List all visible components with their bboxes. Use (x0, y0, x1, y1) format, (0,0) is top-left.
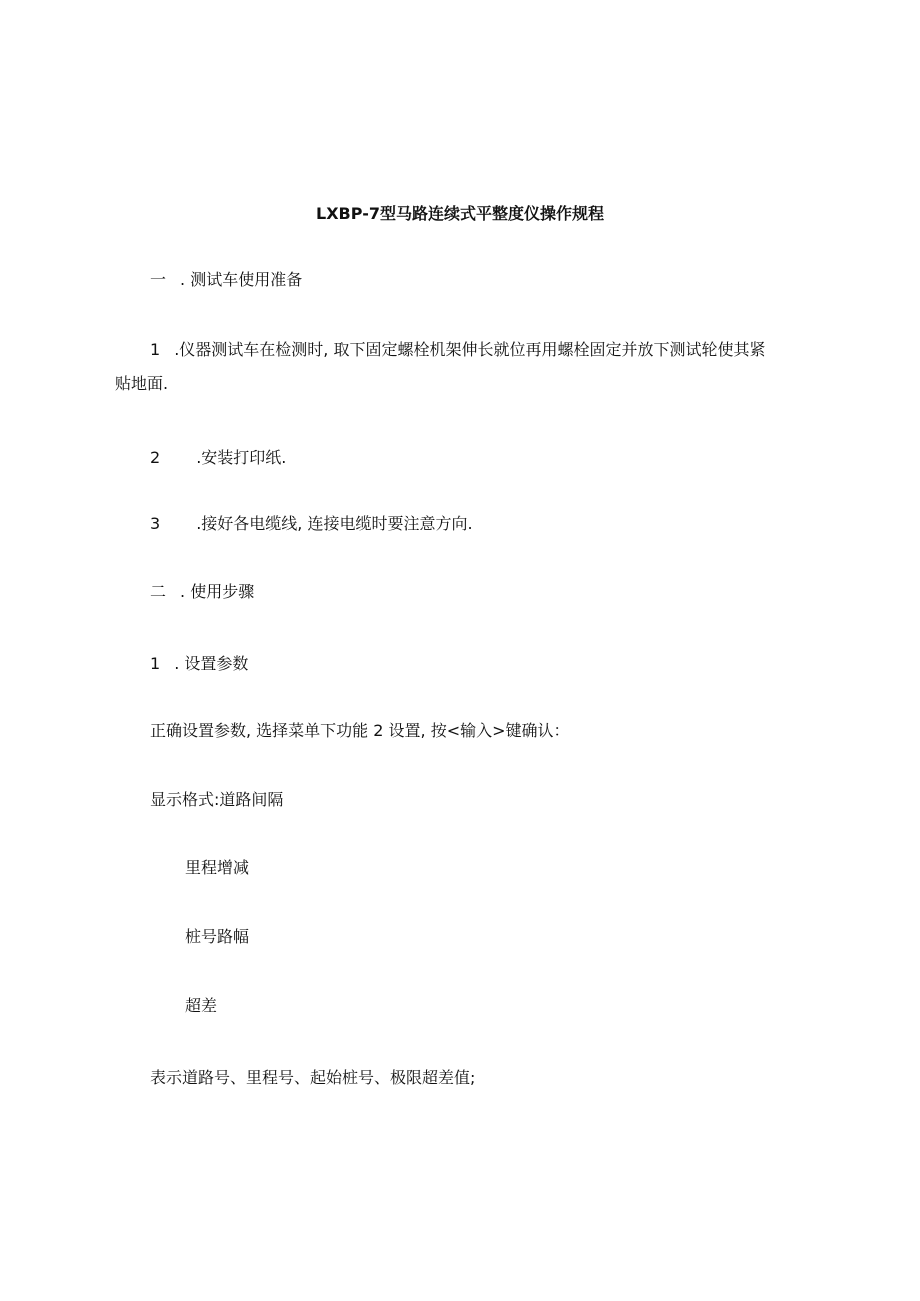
section-number: 二 (150, 582, 167, 601)
item-text: . 设置参数 (174, 654, 249, 673)
item-number: 1 (150, 654, 161, 673)
section-title: . 测试车使用准备 (180, 270, 303, 289)
item-number: 2 (150, 448, 161, 467)
list-item-1-1-continuation: 贴地面. (115, 374, 169, 393)
section-number: 一 (150, 270, 167, 289)
list-item-2-1 (150, 654, 248, 674)
item-text: .接好各电缆线, 连接电缆时要注意方向. (196, 514, 473, 533)
display-format-line: 里程增减 (185, 858, 250, 877)
item-number: 3 (150, 514, 161, 533)
display-format-label: 显示格式:道路间隔 (150, 790, 284, 809)
item-text: .仪器测试车在检测时, 取下固定螺栓机架伸长就位再用螺栓固定并放下测试轮使其紧 (174, 340, 766, 359)
display-format-line: 桩号路幅 (185, 927, 250, 946)
section-1-heading (150, 270, 302, 290)
paragraph-settings: 正确设置参数, 选择菜单下功能 2 设置, 按<输入>键确认： (150, 721, 570, 740)
item-text: .安装打印纸. (196, 448, 287, 467)
list-item-1-2 (150, 448, 286, 468)
list-item-1-3 (150, 514, 473, 534)
item-number: 1 (150, 340, 161, 359)
section-2-heading (150, 582, 254, 602)
list-item-1-1 (150, 340, 765, 360)
paragraph-meaning: 表示道路号、里程号、起始桩号、极限超差值; (150, 1068, 476, 1087)
document-title: LXBP-7型马路连续式平整度仪操作规程 (316, 204, 604, 223)
display-format-line: 超差 (185, 996, 218, 1015)
section-title: . 使用步骤 (180, 582, 255, 601)
